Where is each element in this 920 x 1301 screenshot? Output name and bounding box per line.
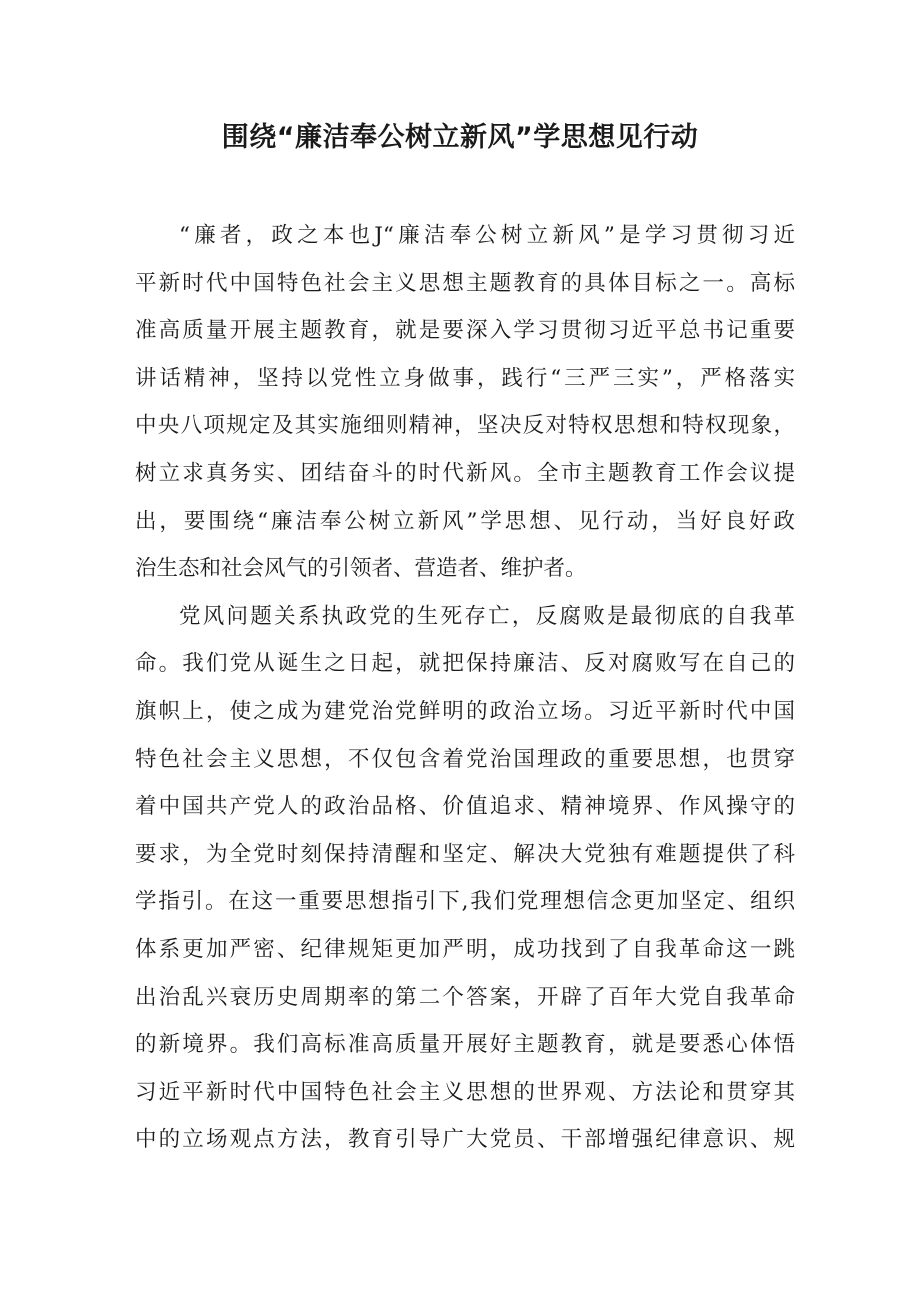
text-line: 治生态和社会风气的引领者、营造者、维护者。 [135, 556, 587, 582]
text-line: 出，要围绕“廉洁奉公树立新风”学思想、见行动，当好良好政 [135, 508, 795, 534]
text-line: 讲话精神，坚持以党性立身做事，践行“三严三实”，严格落实 [135, 365, 795, 391]
text-line: 要求，为全党时刻保持清醒和坚定、解决大党独有难题提供了科 [135, 841, 795, 867]
text-line: 特色社会主义思想，不仅包含着党治国理政的重要思想，也贯穿 [135, 746, 795, 772]
document-body [135, 212, 795, 1164]
text-line: 平新时代中国特色社会主义思想主题教育的具体目标之一。高标 [135, 270, 795, 296]
text-line: 习近平新时代中国特色社会主义思想的世界观、方法论和贯穿其 [135, 1079, 795, 1105]
text-line: 中央八项规定及其实施细则精神，坚决反对特权思想和特权现象， [135, 413, 795, 439]
text-line: 准高质量开展主题教育，就是要深入学习贯彻习近平总书记重要 [135, 318, 795, 344]
paragraph-1 [135, 212, 795, 593]
document-title: 围绕“廉洁奉公树立新风”学思想见行动 [221, 122, 699, 153]
text-line: 旗帜上，使之成为建党治党鲜明的政治立场。习近平新时代中国 [135, 698, 795, 724]
text-line: 树立求真务实、团结奋斗的时代新风。全市主题教育工作会议提 [135, 460, 795, 486]
text-line: “廉者，政之本也J“廉洁奉公树立新风”是学习贯彻习近 [179, 223, 795, 248]
text-line: 着中国共产党人的政治品格、价值追求、精神境界、作风操守的 [135, 794, 795, 820]
text-line: 出治乱兴衰历史周期率的第二个答案，开辟了百年大党自我革命 [135, 984, 795, 1010]
text-line: 党风问题关系执政党的生死存亡，反腐败是最彻底的自我革 [179, 603, 795, 629]
paragraph-2 [135, 593, 795, 1164]
text-line: 体系更加严密、纪律规矩更加严明，成功找到了自我革命这一跳 [135, 936, 795, 962]
text-line: 学指引。在这一重要思想指引下,我们党理想信念更加坚定、组织 [135, 889, 795, 915]
text-line: 中的立场观点方法，教育引导广大党员、干部增强纪律意识、规 [135, 1127, 795, 1153]
text-line: 命。我们党从诞生之日起，就把保持廉洁、反对腐败写在自己的 [135, 651, 795, 677]
text-line: 的新境界。我们高标准高质量开展好主题教育，就是要悉心体悟 [135, 1032, 795, 1058]
